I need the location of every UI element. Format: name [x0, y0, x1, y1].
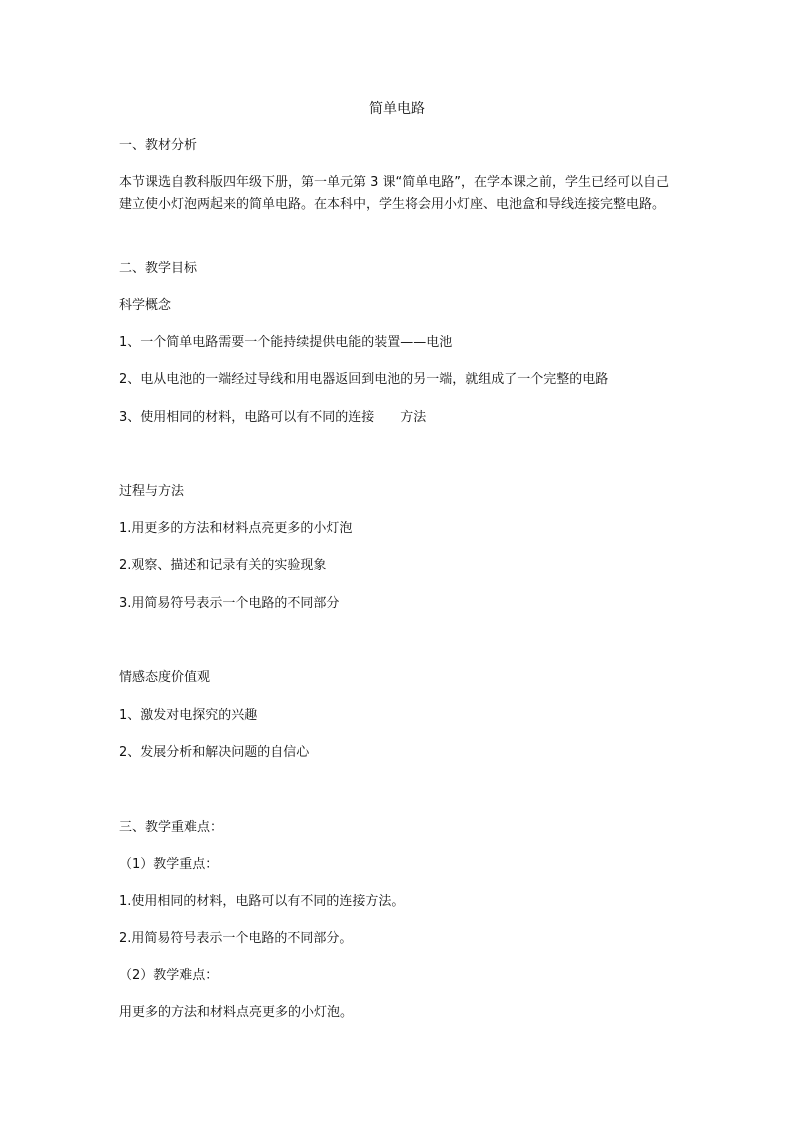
subheading-science-concepts: 科学概念	[119, 298, 172, 313]
concept-item-3-tail: 方法	[400, 410, 427, 425]
attitude-item-1: 1、激发对电探究的兴趣	[119, 708, 258, 723]
concept-item-1: 1、一个简单电路需要一个能持续提供电能的装置——电池	[119, 335, 453, 350]
subheading-attitude-values: 情感态度价值观	[119, 670, 211, 685]
attitude-item-2: 2、发展分析和解决问题的自信心	[119, 745, 310, 760]
section-heading-analysis: 一、教材分析	[119, 138, 198, 153]
difficult-point-1: 用更多的方法和材料点亮更多的小灯泡。	[119, 1005, 354, 1020]
process-item-3: 3.用简易符号表示一个电路的不同部分	[119, 596, 340, 611]
process-item-1: 1.用更多的方法和材料点亮更多的小灯泡	[119, 521, 353, 536]
key-point-1: 1.使用相同的材料，电路可以有不同的连接方法。	[119, 894, 405, 909]
section-heading-key-difficult: 三、教学重难点：	[119, 820, 224, 835]
section-heading-objectives: 二、教学目标	[119, 261, 198, 276]
concept-item-3-text: 3、使用相同的材料，电路可以有不同的连接	[119, 410, 375, 425]
process-item-2: 2.观察、描述和记录有关的实验现象	[119, 558, 327, 573]
document-title: 简单电路	[369, 101, 425, 117]
concept-item-2: 2、电从电池的一端经过导线和用电器返回到电池的另一端，就组成了一个完整的电路	[119, 372, 609, 387]
key-point-2: 2.用简易符号表示一个电路的不同部分。	[119, 931, 353, 946]
concept-item-3	[119, 408, 426, 427]
analysis-paragraph: 本节课选自教科版四年级下册，第一单元第 3 课“简单电路”，在学本课之前，学生已经可以自己建立使小灯泡两起来的简单电路。在本科中，学生将会用小灯座、电池盒和导线连接完整电路。	[119, 175, 670, 212]
key-points-heading: （1）教学重点：	[119, 857, 219, 872]
subheading-process-methods: 过程与方法	[119, 484, 185, 499]
difficult-points-heading: （2）教学难点：	[119, 968, 219, 983]
